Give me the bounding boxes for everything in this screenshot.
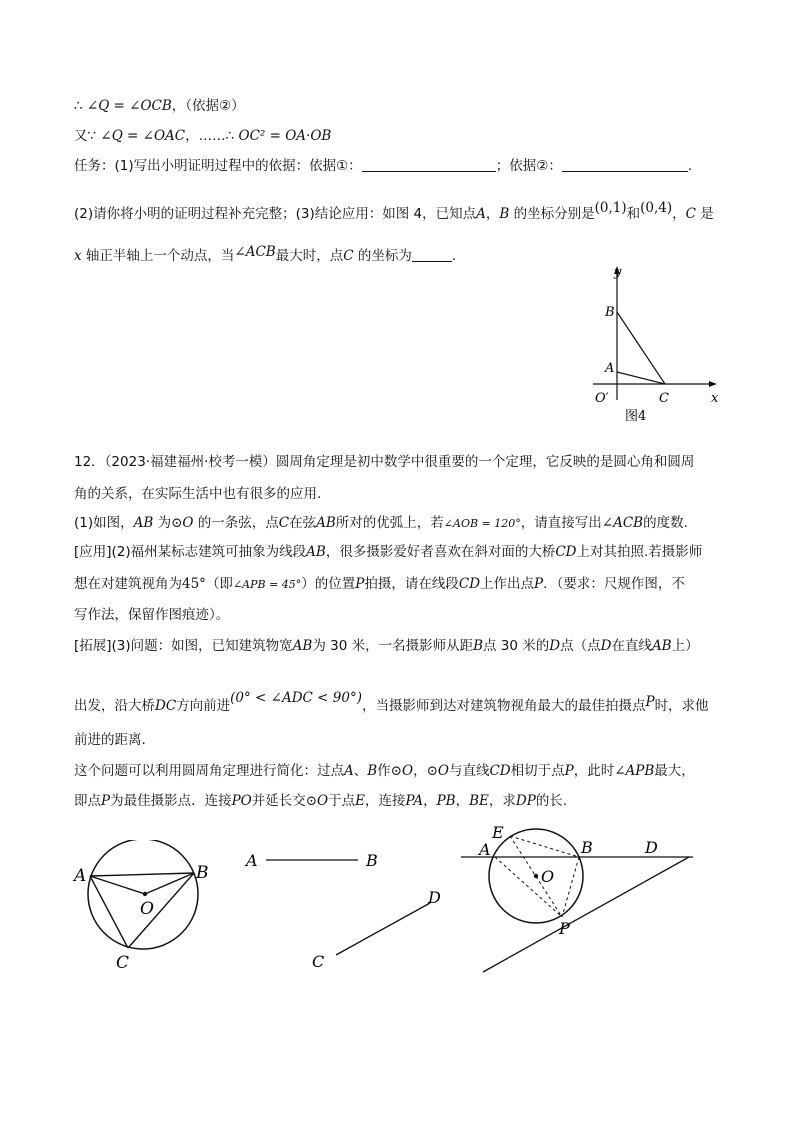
text: ， <box>455 793 470 809</box>
math-expression: ∠ACB <box>234 244 276 260</box>
text: ，很多摄影爱好者喜欢在斜对面的大桥 <box>325 544 556 560</box>
center-O <box>534 874 538 878</box>
label-B: B <box>581 838 593 857</box>
text: ，（依据②） <box>171 98 245 114</box>
text: 为 <box>153 515 172 531</box>
answer-blank-2[interactable] <box>562 157 688 172</box>
question-12-part-3b <box>74 688 709 716</box>
math-var: B <box>473 638 484 654</box>
text: . <box>687 158 693 174</box>
figure-4 <box>585 262 725 422</box>
text: [拓展](3)问题：如图，已知建筑物宽 <box>74 638 293 654</box>
math-var: PO <box>231 793 252 809</box>
text: 角的关系，在实际生活中也有很多的应用. <box>74 486 322 502</box>
label-y: y <box>614 265 622 280</box>
text: 作 <box>377 763 391 779</box>
text: 想在对建筑视角为 <box>74 576 182 592</box>
text: 又∵ <box>74 128 101 144</box>
text: ，当摄影师到达对建筑物视角最大的最佳拍摄点 <box>361 698 646 714</box>
text: 的坐标为 <box>353 248 412 264</box>
question-12-part-3c <box>74 730 146 750</box>
text: 这个问题可以利用圆周角定理进行简化：过点 <box>74 763 344 779</box>
text: 是 <box>695 206 714 222</box>
math-var: B <box>367 763 378 779</box>
math-var: A <box>476 206 486 222</box>
text: ， <box>423 793 437 809</box>
text: 为 30 米，一名摄影师从距 <box>312 638 474 654</box>
text: ；依据②： <box>495 158 562 174</box>
math-var: CD <box>458 576 481 592</box>
math-var: ⊙O <box>171 515 194 531</box>
label-E: E <box>492 823 504 842</box>
text: 最大， <box>654 763 695 779</box>
math-var: C <box>343 248 354 264</box>
math-expression: ∠Q = ∠OCB <box>86 98 172 114</box>
label-O: O <box>541 867 555 886</box>
task-line <box>74 156 692 176</box>
center-O <box>143 892 147 896</box>
math-var: P <box>355 576 365 592</box>
figure-segments <box>240 845 450 975</box>
label-B: B <box>605 305 615 320</box>
text: 所对的优弧上，若 <box>335 515 444 531</box>
label-A: A <box>74 866 87 886</box>
text: 为最佳摄影点．连接 <box>110 793 232 809</box>
math-var: AB <box>133 515 154 531</box>
text: ，请直接写出 <box>520 515 602 531</box>
segment-EB <box>510 836 579 857</box>
math-var: PA <box>405 793 424 809</box>
text: 轴正半轴上一个动点，当 <box>81 248 235 264</box>
label-B: B <box>196 863 209 883</box>
label-B: B <box>366 851 378 870</box>
question-12-part-3 <box>74 636 699 656</box>
math-var: x <box>74 248 82 264</box>
text: . <box>451 248 457 264</box>
text: 上） <box>671 638 699 654</box>
question-12-line-1 <box>74 452 694 472</box>
figure-circle-triangle <box>70 840 220 980</box>
math-var: C <box>685 206 696 222</box>
math-var: D <box>600 638 612 654</box>
figure-caption: 图4 <box>625 409 647 422</box>
math-var: DC <box>155 698 177 714</box>
label-O: O <box>140 899 154 919</box>
math-expression: OC² = OA·OB <box>238 128 332 144</box>
text: 前进的距离. <box>74 732 146 748</box>
math-expression: ∠APB <box>614 763 655 779</box>
math-var: AB <box>316 515 336 531</box>
text: ）的位置 <box>301 576 356 592</box>
math-var: AB <box>306 544 326 560</box>
chord-AB <box>90 873 194 876</box>
question-12-line-2 <box>74 484 321 504</box>
math-var: CD <box>555 544 577 560</box>
math-var: P <box>534 576 544 592</box>
segment-AP <box>495 857 562 917</box>
math-expression: ∠APB = 45° <box>232 578 302 591</box>
text: 相切于点 <box>510 763 565 779</box>
text: 拍摄，请在线段 <box>364 576 459 592</box>
label-A: A <box>479 840 491 859</box>
label-P: P <box>559 919 570 938</box>
text: 的一条弦，点 <box>193 515 279 531</box>
coordinate: (0,4) <box>640 200 673 216</box>
answer-blank-1[interactable] <box>362 157 496 172</box>
figure-tangent-circle <box>455 822 705 977</box>
math-var: P <box>101 793 111 809</box>
math-var: CD <box>489 763 511 779</box>
proof-line-2 <box>74 126 331 146</box>
math-var: AB <box>292 638 313 654</box>
text: 点（点 <box>560 638 601 654</box>
math-var: ⊙O <box>426 763 449 779</box>
math-expression: ∠AOB = 120° <box>443 517 521 530</box>
question-12-hint-2 <box>74 791 567 811</box>
text: 12．（2023·福建福州·校考一模）圆周角定理是初中数学中很重要的一个定理，它反映的是圆心角和圆周 <box>74 454 695 470</box>
math-var: B <box>499 206 510 222</box>
text: ．（要求：尺规作图，不 <box>543 576 685 592</box>
question-12-hint-1 <box>74 761 695 781</box>
segment-BO <box>145 873 194 894</box>
text: 于点 <box>328 793 356 809</box>
text: 上对其拍照.若摄影师 <box>576 544 703 560</box>
math-var: ⊙O <box>305 793 329 809</box>
math-var: D <box>549 638 561 654</box>
math-var: P <box>564 763 574 779</box>
text: ， <box>672 206 686 222</box>
text: 方向前进 <box>176 698 231 714</box>
math-var: AB <box>651 638 672 654</box>
text: 时，求他 <box>654 698 709 714</box>
task-line-2 <box>74 198 714 224</box>
math-expression: ∠ACB <box>601 515 644 531</box>
label-D: D <box>645 838 658 857</box>
text: [应用](2)福州某标志建筑可抽象为线段 <box>74 544 307 560</box>
x-arrow <box>709 381 717 387</box>
text: ， <box>485 206 500 222</box>
math-var: BE <box>469 793 489 809</box>
label-D: D <box>428 888 441 907</box>
label-A: A <box>605 361 615 376</box>
text: ∴ <box>74 98 87 114</box>
answer-blank-3[interactable] <box>412 247 452 262</box>
text: 在弦 <box>289 515 317 531</box>
segment-CD <box>336 903 430 955</box>
text: 、 <box>353 763 368 779</box>
task-line-3 <box>74 242 456 266</box>
math-var: ⊙O <box>390 763 414 779</box>
text: 任务：(1)写出小明证明过程中的依据：依据①： <box>74 158 362 174</box>
math-expression: 45° <box>182 576 206 592</box>
text: （即 <box>205 576 233 592</box>
text: 上作出点 <box>480 576 535 592</box>
math-var: A <box>344 763 354 779</box>
text: 和 <box>626 206 641 222</box>
label-A: A <box>246 851 258 870</box>
label-C: C <box>312 952 325 971</box>
label-x: x <box>711 391 719 406</box>
text: 即点 <box>74 793 101 809</box>
math-var: E <box>355 793 365 809</box>
coordinate: (0,1) <box>594 200 627 216</box>
math-expression: ∠Q = ∠OAC <box>100 128 186 144</box>
math-var: P <box>645 694 655 710</box>
text: ， <box>413 763 427 779</box>
text: ，连接 <box>365 793 406 809</box>
text: ，……∴ <box>185 128 239 144</box>
text: 的度数. <box>643 515 688 531</box>
math-expression: (0° < ∠ADC < 90°) <box>230 690 362 706</box>
text: (2)请你将小明的证明过程补充完整；(3)结论应用：如图 4，已知点 <box>74 206 477 222</box>
math-var: DP <box>515 793 536 809</box>
label-O: O′ <box>595 391 609 406</box>
text: 点 30 米的 <box>483 638 550 654</box>
text: 与直线 <box>448 763 490 779</box>
math-var: C <box>278 515 290 531</box>
text: 并延长交 <box>251 793 306 809</box>
question-12-part-1 <box>74 513 688 534</box>
label-C: C <box>116 953 130 973</box>
question-12-part-2b <box>74 574 685 595</box>
text: 最大时，点 <box>275 248 344 264</box>
text: 写作法，保留作图痕迹）。 <box>74 607 230 623</box>
text: ，此时 <box>573 763 615 779</box>
text: (1)如图， <box>74 515 134 531</box>
proof-line-1 <box>74 96 245 116</box>
math-var: PB <box>436 793 456 809</box>
question-12-part-2c <box>74 605 229 625</box>
text: 在直线 <box>611 638 652 654</box>
text: 出发，沿大桥 <box>74 698 155 714</box>
text: 的坐标分别是 <box>509 206 595 222</box>
label-C: C <box>659 391 669 406</box>
question-12-part-2 <box>74 542 702 562</box>
segment-BC <box>128 873 194 948</box>
text: ，求 <box>488 793 516 809</box>
text: 的长. <box>535 793 568 809</box>
